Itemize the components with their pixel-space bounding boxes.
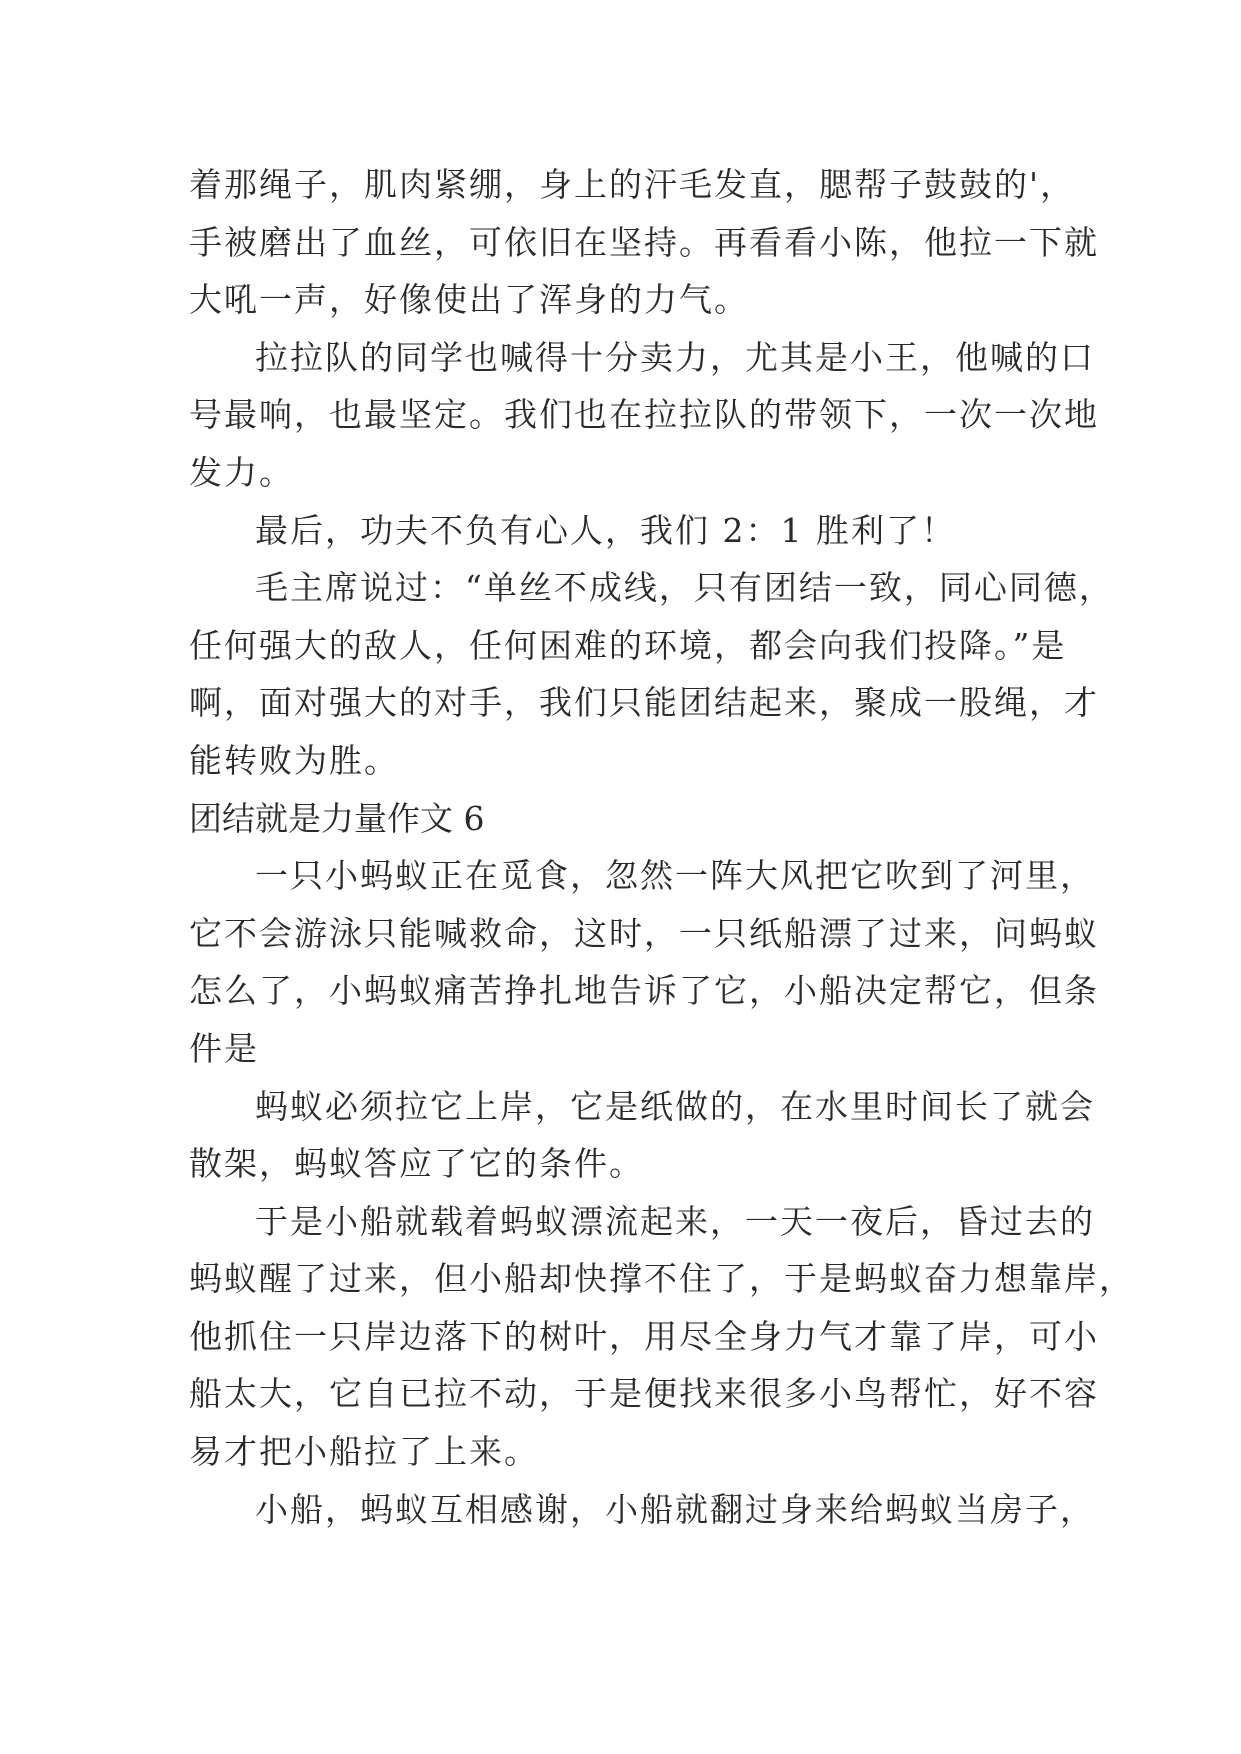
paragraph-start: 拉拉队的同学也喊得十分卖力，尤其是小王，他喊的口 <box>255 337 1095 377</box>
paragraph-start: 蚂蚁必须拉它上岸，它是纸做的，在水里时间长了就会 <box>255 1086 1095 1126</box>
text-line: 啊，面对强大的对手，我们只能团结起来，聚成一股绳，才 <box>189 683 1099 723</box>
text-line: 它不会游泳只能喊救命，这时，一只纸船漂了过来，问蚂蚁 <box>189 913 1099 953</box>
text-line: 船太大，它自已拉不动，于是便找来很多小鸟帮忙，好不容 <box>189 1374 1099 1414</box>
text-line: 件是 <box>189 1028 259 1068</box>
paragraph-start: 于是小船就载着蚂蚁漂流起来，一天一夜后，昏过去的 <box>255 1201 1095 1241</box>
text-line: 手被磨出了血丝，可依旧在坚持。再看看小陈，他拉一下就 <box>189 222 1099 262</box>
paragraph-start: 小船，蚂蚁互相感谢，小船就翻过身来给蚂蚁当房子， <box>255 1489 1095 1529</box>
text-line: 易才把小船拉了上来。 <box>189 1432 539 1472</box>
text-line: 能转败为胜。 <box>189 740 399 780</box>
text-line: 他抓住一只岸边落下的树叶，用尽全身力气才靠了岸，可小 <box>189 1316 1099 1356</box>
text-line: 蚂蚁醒了过来，但小船却快撑不住了，于是蚂蚁奋力想靠岸， <box>189 1259 1134 1299</box>
text-line: 发力。 <box>189 452 294 492</box>
document-body <box>189 156 1134 1538</box>
text-line: 大吼一声，好像使出了浑身的力气。 <box>189 280 749 320</box>
text-line: 着那绳子，肌肉紧绷，身上的汗毛发直，腮帮子鼓鼓的'， <box>189 165 1076 204</box>
paragraph-start: 毛主席说过：“单丝不成线，只有团结一致，同心同德， <box>255 568 1114 608</box>
paragraph-start: 最后，功夫不负有心人，我们 2：1 胜利了！ <box>255 510 956 550</box>
text-line: 怎么了，小蚂蚁痛苦挣扎地告诉了它，小船决定帮它，但条 <box>189 971 1099 1011</box>
paragraph-start: 一只小蚂蚁正在觅食，忽然一阵大风把它吹到了河里， <box>255 856 1095 896</box>
text-line: 散架，蚂蚁答应了它的条件。 <box>189 1144 644 1184</box>
section-heading: 团结就是力量作文 6 <box>189 798 485 838</box>
text-line: 任何强大的敌人，任何困难的环境，都会向我们投降。”是 <box>189 625 1067 665</box>
text-line: 号最响，也最坚定。我们也在拉拉队的带领下，一次一次地 <box>189 395 1099 435</box>
